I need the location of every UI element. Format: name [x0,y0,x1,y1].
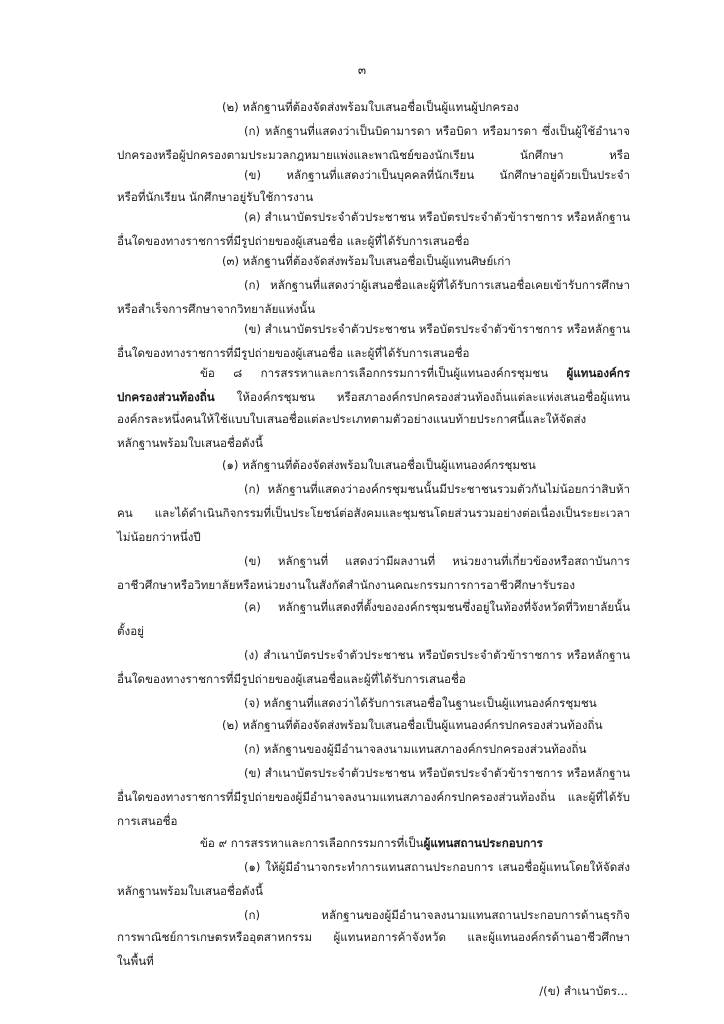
paragraph-line: หลักฐานพร้อมใบเสนอชื่อดังนี้ [117,884,263,898]
paragraph-line: การเสนอชื่อ [117,814,178,828]
paragraph-line: (ข) สำเนาบัตรประจำตัวประชาชน หรือบัตรประจำตัวข้าราชการ หรือหลักฐาน [244,322,630,336]
paragraph-line: (จ) หลักฐานที่แสดงว่าได้รับการเสนอชื่อในฐานะเป็นผู้แทนองค์กรชุมชน [244,696,597,710]
paragraph-line: (ก) หลักฐานของผู้มีอำนาจลงนามแทนสภาองค์กรปกครองส่วนท้องถิ่น [244,742,587,756]
section-3-heading: (๓) หลักฐานที่ต้องจัดส่งพร้อมใบเสนอชื่อเป็นผู้แทนศิษย์เก่า [222,254,511,268]
paragraph-line: คน และได้ดำเนินกิจกรรมที่เป็นประโยชน์ต่อสังคมและชุมชนโดยส่วนรวมอย่างต่อเนื่องเป็นระยะเวลา [117,506,630,520]
paragraph-line: (๑) ให้ผู้มีอำนาจกระทำการแทนสถานประกอบการ เสนอชื่อผู้แทนโดยให้จัดส่ง [244,860,630,874]
paragraph-line: การพาณิชย์การเกษตรหรืออุตสาหกรรม ผู้แทนหอการค้าจังหวัด และผู้แทนองค์กรด้านอาชีวศึกษา [117,930,630,944]
paragraph-line: องค์กรละหนึ่งคนให้ใช้แบบใบเสนอชื่อแต่ละประเภทตามตัวอย่างแนบท้ายประกาศนี้และให้จัดส่ง [117,412,587,426]
paragraph-line: หรือสำเร็จการศึกษาจากวิทยาลัยแห่งนั้น [117,302,315,316]
article-8-bold: ผู้แทนองค์กร [566,366,630,380]
paragraph-line: (ก) หลักฐานของผู้มีอำนาจลงนามแทนสถานประกอบการด้านธุรกิจ [244,908,630,922]
paragraph-line: (ก) หลักฐานที่แสดงว่าเป็นบิดามารดา หรือบิดา หรือมารดา ซึ่งเป็นผู้ใช้อำนาจ [244,124,630,138]
article-8-bold: ปกครองส่วนท้องถิ่น [117,390,215,404]
article-9-bold: ผู้แทนสถานประกอบการ [423,836,543,850]
paragraph-line: (ค) สำเนาบัตรประจำตัวประชาชน หรือบัตรประจำตัวข้าราชการ หรือหลักฐาน [244,210,630,224]
paragraph-line: หรือที่นักเรียน นักศึกษาอยู่รับใช้การงาน [117,190,314,204]
article-8-text: ให้องค์กรชุมชน หรือสภาองค์กรปกครองส่วนท้องถิ่นแต่ละแห่งเสนอชื่อผู้แทน [214,390,630,404]
paragraph-line: ปกครองหรือผู้ปกครองตามประมวลกฎหมายแพ่งและพาณิชย์ของนักเรียน นักศึกษา หรือ [117,148,630,162]
paragraph-line: อื่นใดของทางราชการที่มีรูปถ่ายของผู้เสนอชื่อ และผู้ที่ได้รับการเสนอชื่อ [117,234,470,248]
paragraph-line: ในพื้นที่ [117,954,154,968]
paragraph-line: ไม่น้อยกว่าหนึ่งปี [117,530,201,544]
article-9-line [200,838,630,850]
paragraph-line: ตั้งอยู่ [117,624,144,638]
continuation-footer: /(ข) สำเนาบัตร... [539,984,628,998]
paragraph-line: อื่นใดของทางราชการที่มีรูปถ่ายของผู้เสนอชื่อและผู้ที่ได้รับการเสนอชื่อ [117,672,466,686]
paragraph-line: (ก) หลักฐานที่แสดงว่าองค์กรชุมชนนั้นมีประชาชนรวมตัวกันไม่น้อยกว่าสิบห้า [244,482,630,496]
paragraph-line: อาชีวศึกษาหรือวิทยาลัยหรือหน่วยงานในสังกัดสำนักงานคณะกรรมการการอาชีวศึกษารับรอง [117,578,576,592]
article-8-text: ข้อ ๘ การสรรหาและการเลือกกรรมการที่เป็นผู้แทนองค์กรชุมชน [200,366,567,380]
paragraph-line: หลักฐานพร้อมใบเสนอชื่อดังนี้ [117,436,263,450]
community-heading: (๑) หลักฐานที่ต้องจัดส่งพร้อมใบเสนอชื่อเป็นผู้แทนองค์กรชุมชน [222,458,536,472]
paragraph-line: (ข) สำเนาบัตรประจำตัวประชาชน หรือบัตรประจำตัวข้าราชการ หรือหลักฐาน [244,766,630,780]
paragraph-line: (ค) หลักฐานที่แสดงที่ตั้งขององค์กรชุมชนซึ่งอยู่ในท้องที่จังหวัดที่วิทยาลัยนั้น [244,600,630,614]
paragraph-line: (ก) หลักฐานที่แสดงว่าผู้เสนอชื่อและผู้ที่ได้รับการเสนอชื่อเคยเข้ารับการศึกษา [244,278,630,292]
paragraph-line: (ข) หลักฐานที่ แสดงว่ามีผลงานที่ หน่วยงานที่เกี่ยวข้องหรือสถาบันการ [244,554,630,568]
paragraph-line: (ง) สำเนาบัตรประจำตัวประชาชน หรือบัตรประจำตัวข้าราชการ หรือหลักฐาน [244,648,630,662]
article-9-text: ข้อ ๙ การสรรหาและการเลือกกรรมการที่เป็น [200,836,424,850]
page-number: ๓ [357,63,367,77]
article-8-line [117,392,630,404]
paragraph-line: อื่นใดของทางราชการที่มีรูปถ่ายของผู้เสนอชื่อ และผู้ที่ได้รับการเสนอชื่อ [117,346,470,360]
section-2-heading: (๒) หลักฐานที่ต้องจัดส่งพร้อมใบเสนอชื่อเป็นผู้แทนผู้ปกครอง [222,100,519,114]
paragraph-line: อื่นใดของทางราชการที่มีรูปถ่ายของผู้มีอำนาจลงนามแทนสภาองค์กรปกครองส่วนท้องถิ่น และผู้ที่ได้รับ [117,790,630,804]
paragraph-line: (ข) หลักฐานที่แสดงว่าเป็นบุคคลที่นักเรียน นักศึกษาอยู่ด้วยเป็นประจำ [244,168,630,182]
local-gov-heading: (๒) หลักฐานที่ต้องจัดส่งพร้อมใบเสนอชื่อเป็นผู้แทนองค์กรปกครองส่วนท้องถิ่น [222,718,603,732]
article-8-line [200,368,630,380]
